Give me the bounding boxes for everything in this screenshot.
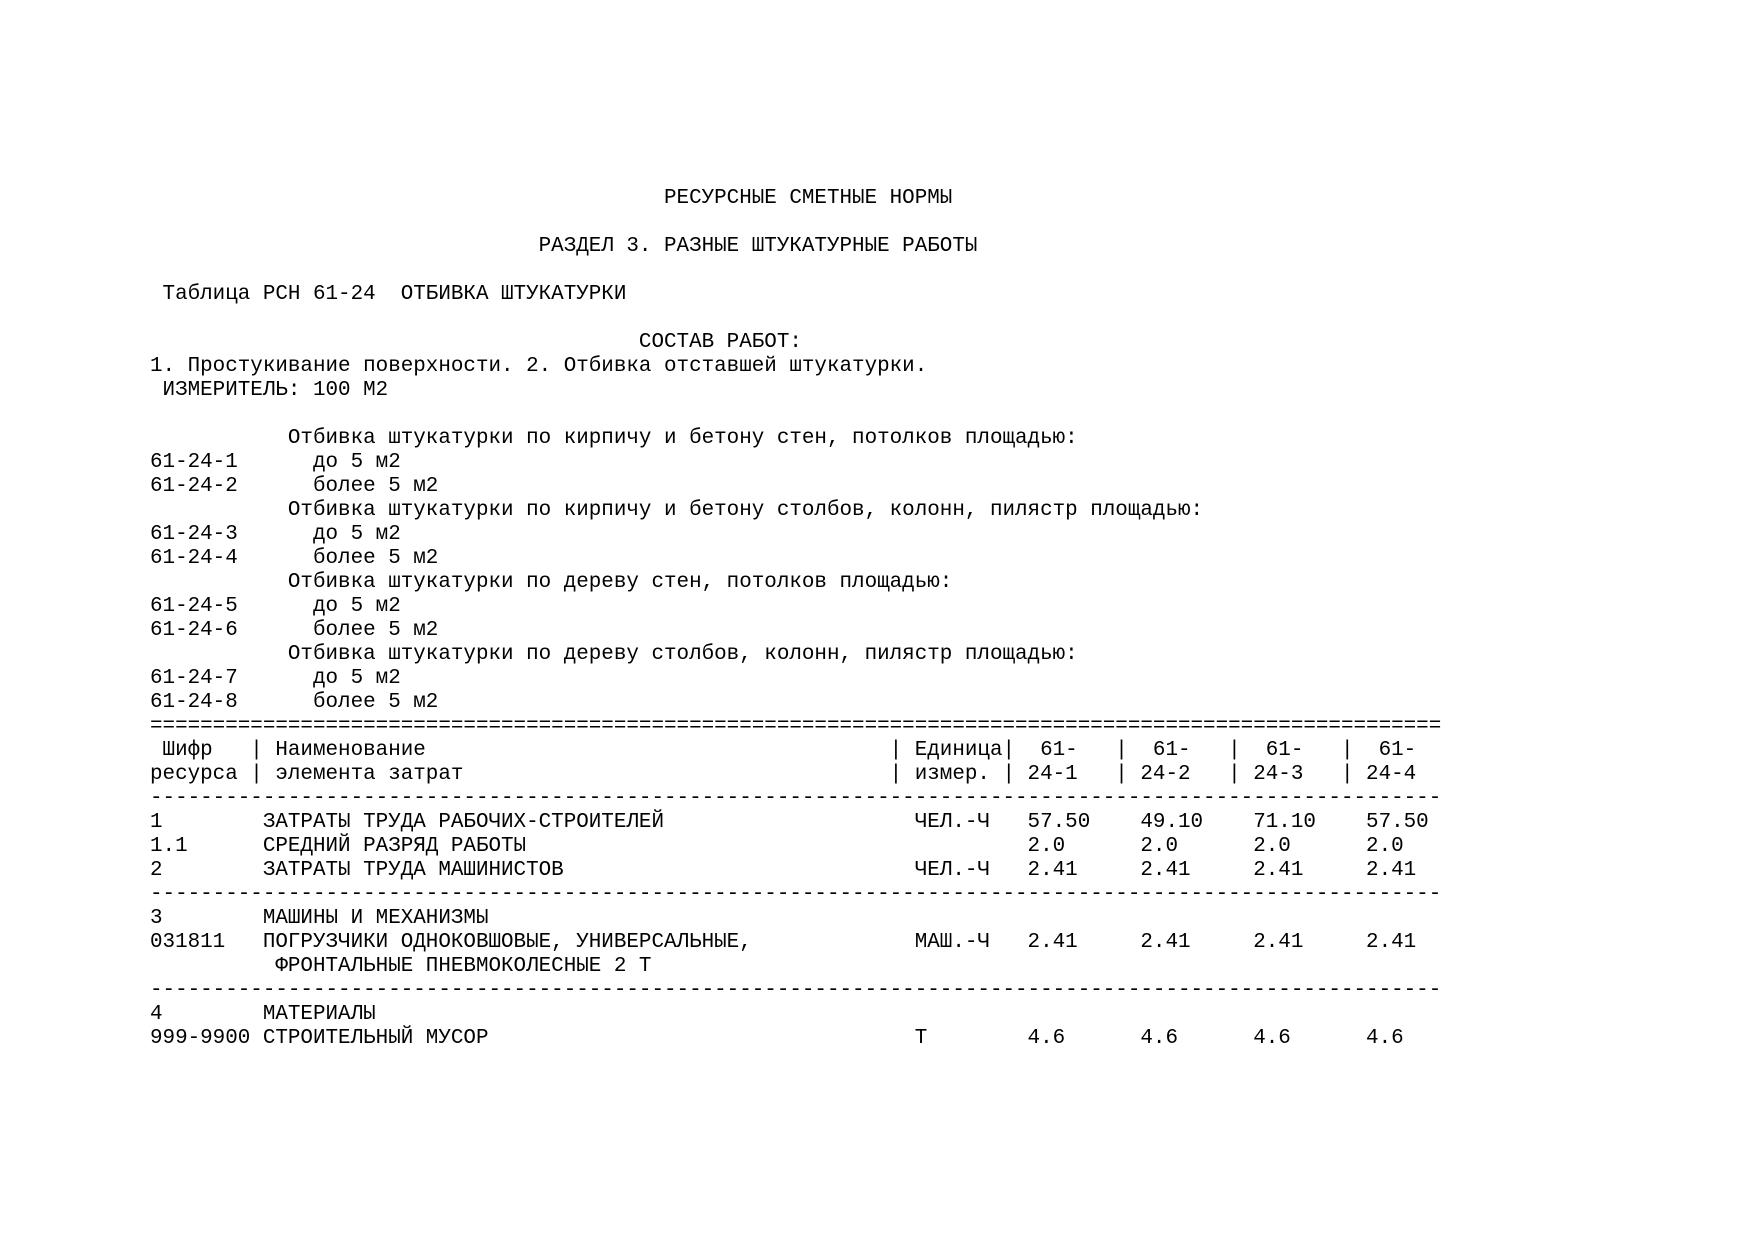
norm-item: 61-24-8 более 5 м2 — [150, 691, 439, 714]
work-composition-title: СОСТАВ РАБОТ: — [150, 331, 802, 354]
norm-item: 61-24-7 до 5 м2 — [150, 667, 401, 690]
group-heading: Отбивка штукатурки по дереву стен, потолков площадью: — [150, 571, 953, 594]
blank — [150, 211, 1441, 235]
table-row: 999-9900 СТРОИТЕЛЬНЫЙ МУСОР Т 4.6 4.6 4.6 4.6 — [150, 1027, 1404, 1050]
table-row: 1 ЗАТРАТЫ ТРУДА РАБОЧИХ-СТРОИТЕЛЕЙ ЧЕЛ.-Ч 57.50 49.10 71.10 57.50 — [150, 811, 1429, 834]
table-row: 2 ЗАТРАТЫ ТРУДА МАШИНИСТОВ ЧЕЛ.-Ч 2.41 2.41 2.41 2.41 — [150, 859, 1417, 882]
norm-item: 61-24-4 более 5 м2 — [150, 547, 439, 570]
norm-item: 61-24-3 до 5 м2 — [150, 523, 401, 546]
table-title: Таблица РСН 61-24 ОТБИВКА ШТУКАТУРКИ — [150, 283, 627, 306]
table-row: 031811 ПОГРУЗЧИКИ ОДНОКОВШОВЫЕ, УНИВЕРСАЛЬНЫЕ, МАШ.-Ч 2.41 2.41 2.41 2.41 — [150, 931, 1417, 954]
blank — [150, 259, 1441, 283]
norm-item: 61-24-1 до 5 м2 — [150, 451, 401, 474]
table-rule: ------------------------------------------------------------------------------------------------------- — [150, 883, 1442, 906]
group-heading: Отбивка штукатурки по кирпичу и бетону столбов, колонн, пилястр площадью: — [150, 499, 1204, 522]
blank — [150, 307, 1441, 331]
work-composition-text: 1. Простукивание поверхности. 2. Отбивка отставшей штукатурки. — [150, 355, 928, 378]
norm-item: 61-24-6 более 5 м2 — [150, 619, 439, 642]
table-row: 1.1 СРЕДНИЙ РАЗРЯД РАБОТЫ 2.0 2.0 2.0 2.0 — [150, 835, 1404, 858]
table-header-row: Шифр | Наименование | Единица| 61- | 61- | 61- | 61- — [150, 739, 1417, 762]
group-heading: Отбивка штукатурки по дереву столбов, колонн, пилястр площадью: — [150, 643, 1078, 666]
table-row-continuation: ФРОНТАЛЬНЫЕ ПНЕВМОКОЛЕСНЫЕ 2 Т — [150, 955, 652, 978]
table-rule: ------------------------------------------------------------------------------------------------------- — [150, 979, 1442, 1002]
section-title: РАЗДЕЛ 3. РАЗНЫЕ ШТУКАТУРНЫЕ РАБОТЫ — [150, 235, 978, 258]
header-title: РЕСУРСНЫЕ СМЕТНЫЕ НОРМЫ — [150, 187, 953, 210]
blank — [150, 403, 1441, 427]
group-heading: Отбивка штукатурки по кирпичу и бетону стен, потолков площадью: — [150, 427, 1078, 450]
table-header-row: ресурса | элемента затрат | измер. | 24-1 | 24-2 | 24-3 | 24-4 — [150, 763, 1417, 786]
norm-item: 61-24-2 более 5 м2 — [150, 475, 439, 498]
norm-item: 61-24-5 до 5 м2 — [150, 595, 401, 618]
measure-unit: ИЗМЕРИТЕЛЬ: 100 М2 — [150, 379, 389, 402]
table-row: 4 МАТЕРИАЛЫ — [150, 1003, 376, 1026]
table-row: 3 МАШИНЫ И МЕХАНИЗМЫ — [150, 907, 489, 930]
table-rule: ------------------------------------------------------------------------------------------------------- — [150, 787, 1442, 810]
table-top-rule: ======================================================================================================= — [150, 715, 1442, 738]
document-body — [150, 187, 1441, 1051]
